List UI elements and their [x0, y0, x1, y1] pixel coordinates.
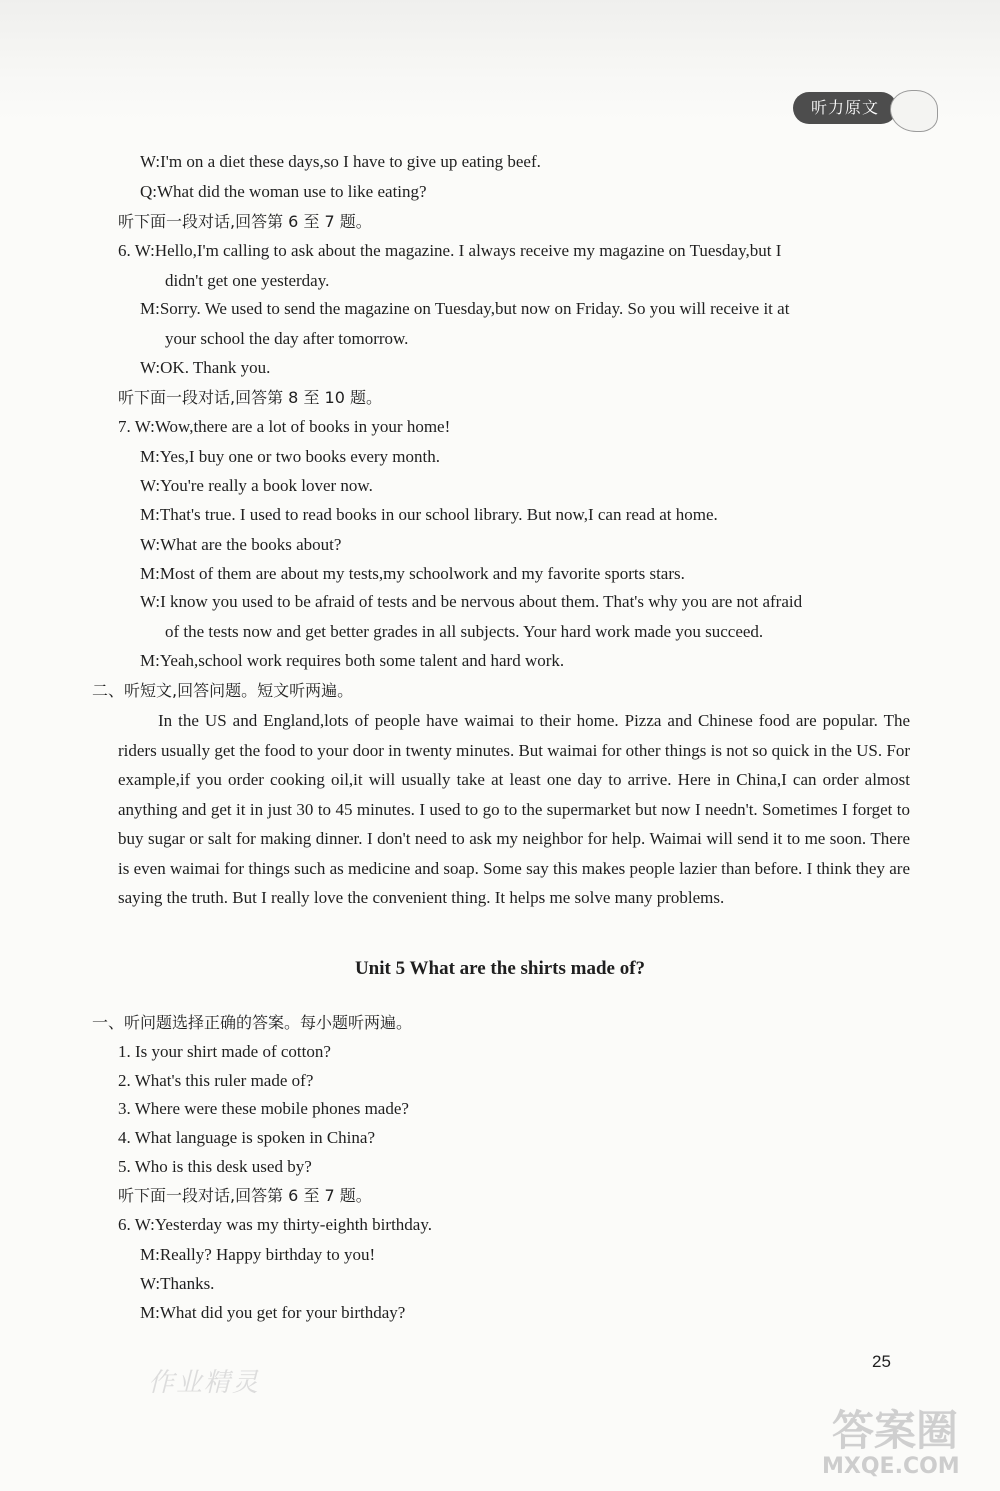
watermark-site: MXQE.COM [822, 1454, 960, 1479]
badge-decoration-icon [890, 90, 938, 132]
dialog-line: M:Most of them are about my tests,my schoolwork and my favorite sports stars. [140, 564, 685, 583]
question-item: 3. Where were these mobile phones made? [118, 1099, 409, 1118]
question-item: 4. What language is spoken in China? [118, 1128, 375, 1147]
dialog-line: M:Sorry. We used to send the magazine on Tuesday,but now on Friday. So you will receive it at [140, 299, 790, 318]
footer-stamp: 作业精灵 [148, 1368, 261, 1398]
dialog-line: W:OK. Thank you. [140, 358, 271, 377]
passage-paragraph: In the US and England,lots of people have waimai to their home. Pizza and Chinese food are popular. The riders usually get the food to your door in twenty minutes. But waimai for other things is not so quick in the US. For example,if you order cooking oil,it will usually take at least one day to arrive. Here in China,I can order almost anything and get it in just 30 to 45 minutes. I used to go to the supermarket but now I needn't. Sometimes I forget to buy sugar or salt for making dinner. I don't need to ask my neighbor for help. Waimai will send it to me soon. There is even waimai for things such as medicine and soap. Some say this makes people lazier than before. I think they are saying the truth. But I really love the convenient thing. It helps me solve many problems. [118, 711, 910, 907]
dialog-line: M:What did you get for your birthday? [140, 1303, 406, 1322]
dialog-line: 7. W:Wow,there are a lot of books in your home! [118, 417, 451, 436]
dialog-line: W:Thanks. [140, 1274, 215, 1293]
watermark-logo [812, 1398, 992, 1488]
instruction-6-7: 听下面一段对话,回答第 6 至 7 题。 [118, 1186, 372, 1205]
unit-title: Unit 5 What are the shirts made of? [354, 958, 646, 979]
dialog-line: M:Yes,I buy one or two books every month. [140, 447, 441, 466]
question-item: 1. Is your shirt made of cotton? [118, 1042, 331, 1061]
section-heading: 一、听问题选择正确的答案。每小题听两遍。 [92, 1013, 413, 1032]
dialog-line: W:I know you used to be afraid of tests and be nervous about them. That's why you are not afraid [140, 592, 803, 611]
dialog-line: M:That's true. I used to read books in our school library. But now,I can read at home. [140, 505, 718, 524]
instruction-8-10: 听下面一段对话,回答第 8 至 10 题。 [118, 388, 382, 407]
dialog-line: W:You're really a book lover now. [140, 476, 373, 495]
dialog-line: 6. W:Hello,I'm calling to ask about the magazine. I always receive my magazine on Tuesday,but I [118, 241, 782, 260]
dialog-line: W:I'm on a diet these days,so I have to give up eating beef. [140, 152, 541, 171]
dialog-line: M:Yeah,school work requires both some talent and hard work. [140, 651, 565, 670]
question-item: 5. Who is this desk used by? [118, 1157, 312, 1176]
dialog-line: 6. W:Yesterday was my thirty-eighth birthday. [118, 1215, 432, 1234]
dialog-line: W:What are the books about? [140, 535, 342, 554]
dialog-line: your school the day after tomorrow. [165, 329, 409, 348]
dialog-line: didn't get one yesterday. [165, 271, 330, 290]
watermark-main: 答案圈 [832, 1406, 959, 1455]
question-item: 2. What's this ruler made of? [118, 1071, 314, 1090]
page-number: 25 [872, 1352, 891, 1371]
question-line: Q:What did the woman use to like eating? [140, 182, 427, 201]
instruction-6-7: 听下面一段对话,回答第 6 至 7 题。 [118, 212, 372, 231]
section-heading: 二、听短文,回答问题。短文听两遍。 [92, 681, 354, 700]
dialog-line: of the tests now and get better grades in all subjects. Your hard work made you succeed. [165, 622, 764, 641]
dialog-line: M:Really? Happy birthday to you! [140, 1245, 376, 1264]
section-badge: 听力原文 [793, 92, 897, 124]
